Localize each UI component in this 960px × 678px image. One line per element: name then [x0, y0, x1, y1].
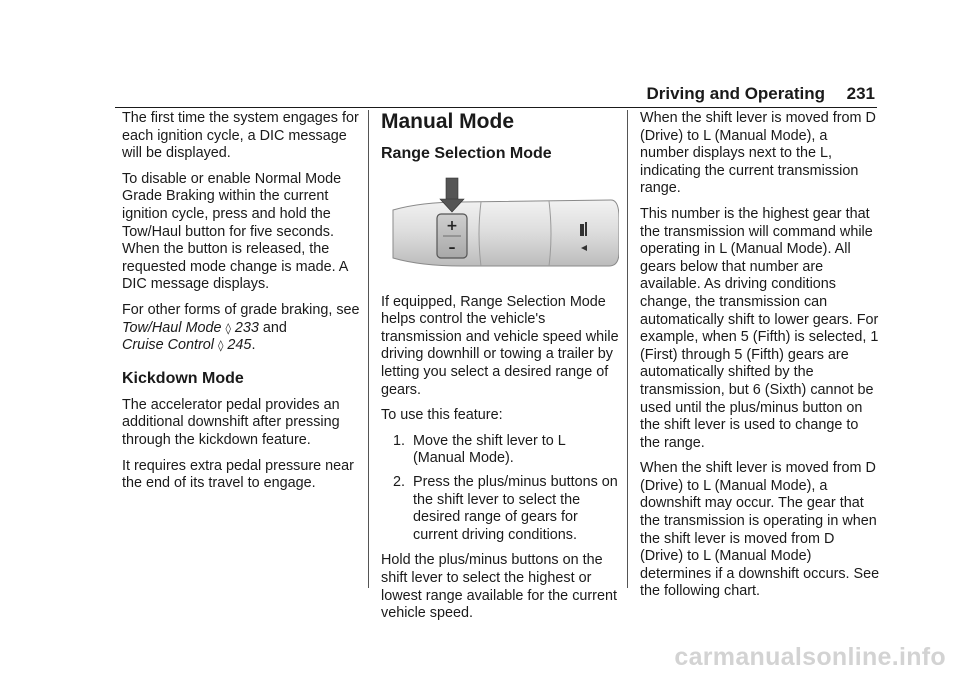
page-header [0, 80, 960, 108]
step-number: 1. [392, 432, 405, 449]
page-ref-icon: ◊ [217, 339, 224, 353]
header-page-number: 231 [846, 84, 875, 103]
subheading-range-selection-mode: Range Selection Mode [381, 145, 552, 162]
svg-text:–: – [448, 240, 456, 256]
svg-text:+: + [446, 218, 458, 234]
header-rule [115, 107, 877, 108]
paragraph-text: For other forms of grade braking, see [122, 301, 360, 318]
cross-ref-page[interactable]: 245 [227, 337, 252, 354]
watermark: carmanualsonline.info [674, 643, 946, 671]
column-right [640, 110, 880, 609]
column-left [122, 110, 360, 501]
paragraph: The accelerator pedal provides an additional downshift after pressing through the kickdown feature. [122, 396, 340, 448]
column-divider [627, 110, 628, 588]
cross-ref-link-tow-haul[interactable]: Tow/Haul Mode [122, 319, 222, 336]
plus-minus-button-icon [437, 214, 467, 258]
shift-lever-icon [393, 200, 619, 266]
paragraph: To use this feature: [381, 407, 503, 424]
paragraph: It requires extra pedal pressure near the end of its travel to engage. [122, 457, 354, 492]
step-text: Move the shift lever to L (Manual Mode). [413, 432, 566, 467]
paragraph: If equipped, Range Selection Mode helps control the vehicle's transmission and vehicle speed while driving downhill or towing a trailer by letting you select a desired range of gears. [381, 293, 619, 398]
paragraph-with-refs: For other forms of grade braking, see Tow/Haul Mode ◊ 233 and Cruise Control ◊ 245. [122, 301, 360, 354]
cross-ref-link-cruise-control[interactable]: Cruise Control [122, 337, 214, 354]
paragraph: When the shift lever is moved from D (Drive) to L (Manual Mode), a downshift may occur. The gear that the transmission is operating in when the shift lever is moved from D (Drive) to L (Manual Mode) determines if a downshift occurs. See the following chart. [640, 460, 880, 600]
header-section-title: Driving and Operating [646, 84, 825, 103]
paragraph: To disable or enable Normal Mode Grade Braking within the current ignition cycle, press and hold the Tow/Haul button for five seconds. When the button is released, the requested mode change is made. A DIC message displays. [122, 170, 348, 293]
cross-ref-page[interactable]: 233 [234, 319, 259, 336]
paragraph: The first time the system engages for each ignition cycle, a DIC message will be displayed. [122, 110, 359, 162]
shift-lever-illustration [381, 174, 619, 274]
steps-list [381, 433, 619, 545]
paragraph: This number is the highest gear that the transmission will command while operating in L (Manual Mode). All gears below that number are available. As driving conditions change, the transmission can automatically shift to lower gears. For example, when 5 (Fifth) is selected, 1 (First) through 5 (Fifth) gears are automatically shifted by the transmission, but 6 (Sixth) cannot be used until the plus/minus button on the shift lever is used to change to the range. [640, 205, 879, 451]
column-middle [381, 110, 619, 631]
paragraph: Hold the plus/minus buttons on the shift lever to select the highest or lowest range available for the current vehicle speed. [381, 552, 617, 622]
step-number: 2. [392, 473, 405, 490]
paragraph-text: and [258, 319, 287, 336]
section-heading-manual-mode: Manual Mode [381, 110, 515, 133]
list-item [381, 474, 619, 544]
step-text: Press the plus/minus buttons on the shift lever to select the desired range of gears for current driving conditions. [413, 473, 618, 543]
list-item [381, 433, 619, 468]
page-ref-icon: ◊ [225, 321, 231, 335]
column-divider [368, 110, 369, 588]
paragraph: When the shift lever is moved from D (Drive) to L (Manual Mode), a number displays next to the L, indicating the current transmission range. [640, 110, 876, 197]
subheading-kickdown-mode: Kickdown Mode [122, 369, 244, 387]
